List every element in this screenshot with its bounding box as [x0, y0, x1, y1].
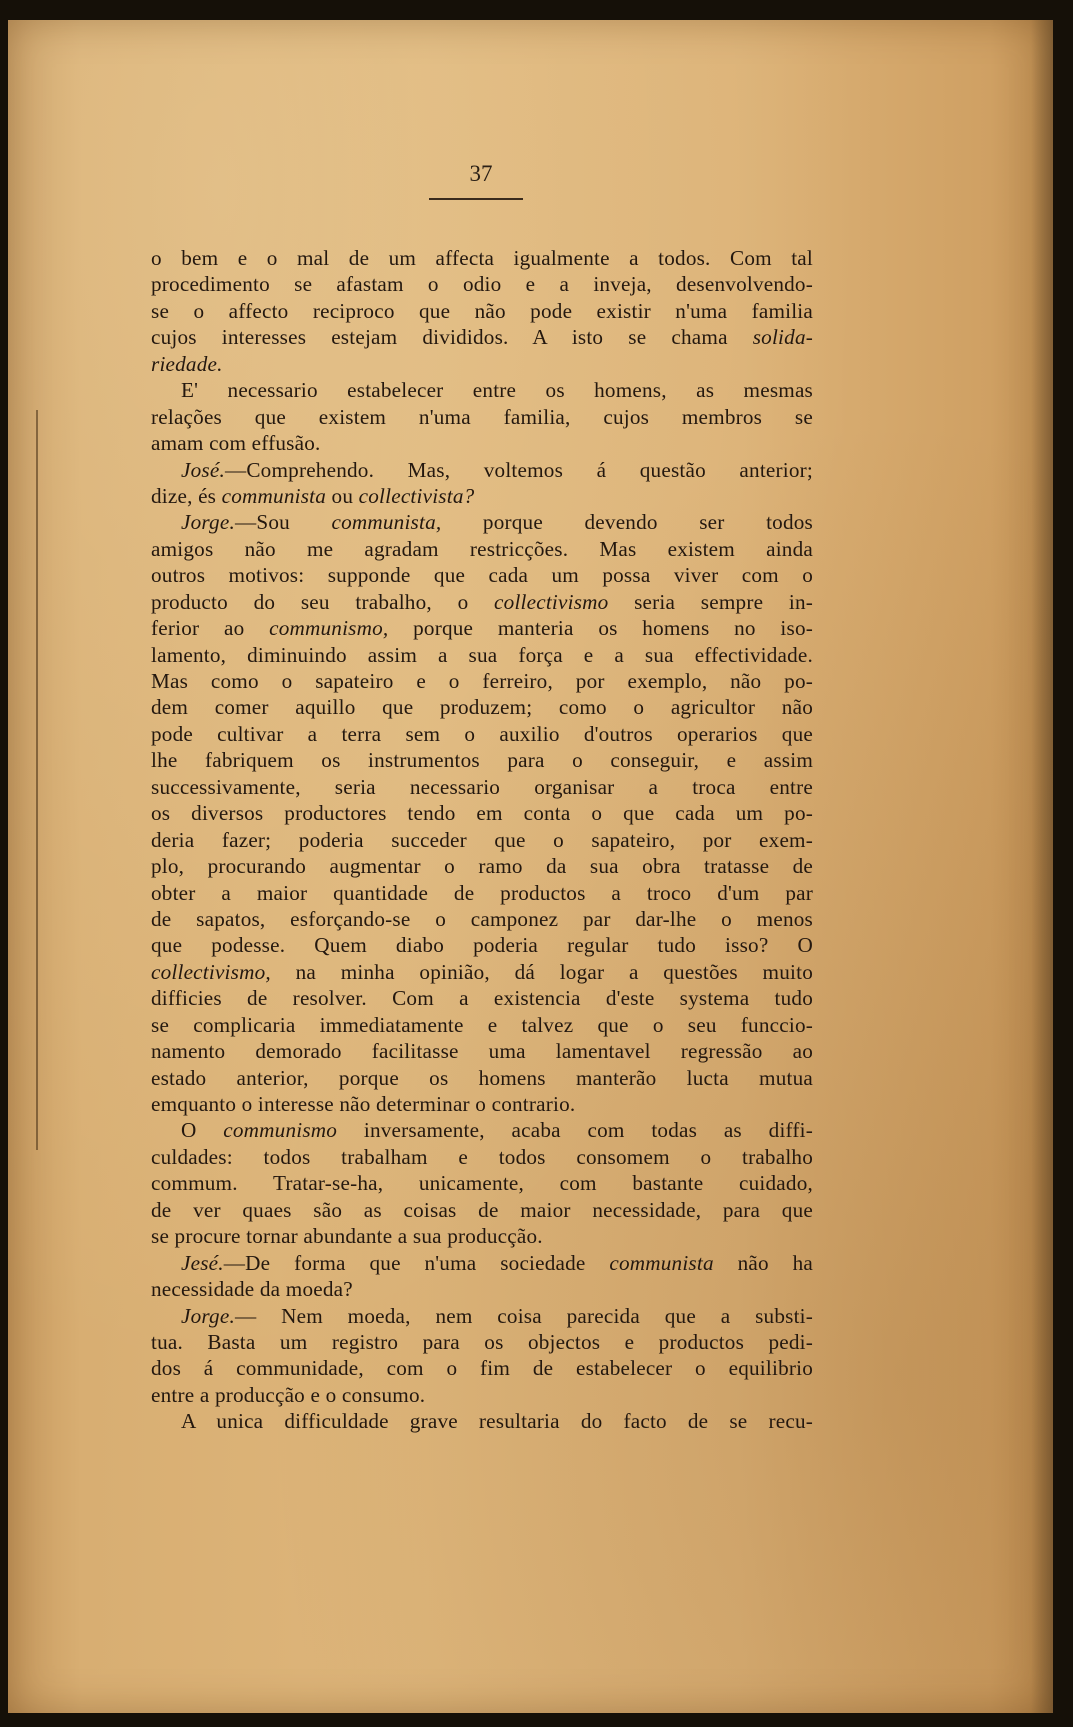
text-line — [151, 404, 813, 430]
text-run: obter a maior quantidade de productos a troco d'um par — [151, 880, 813, 905]
text-run: dem comer aquillo que produzem; como o agricultor não — [151, 695, 813, 720]
text-run: cujos interesses estejam divididos. A isto se chama — [151, 325, 753, 350]
text-run: pode cultivar a terra sem o auxilio d'outros operarios que — [151, 721, 813, 746]
italic-term: communista — [221, 483, 327, 508]
text-run: tua. Basta um registro para os objectos e productos pedi- — [151, 1329, 813, 1354]
text-run: ou — [326, 483, 359, 508]
text-line — [151, 1117, 813, 1143]
text-line — [151, 1355, 813, 1381]
text-run: seria sempre in- — [608, 589, 813, 614]
text-line — [151, 1012, 813, 1038]
italic-term: solida- — [752, 325, 813, 350]
text-line — [151, 932, 813, 958]
text-line — [151, 985, 813, 1011]
italic-term: communismo, — [269, 616, 389, 641]
text-line — [151, 800, 813, 826]
text-run: dize, és — [151, 483, 222, 508]
text-line — [151, 774, 813, 800]
text-run: se complicaria immediatamente e talvez que o seu funccio- — [151, 1012, 813, 1037]
text-line — [151, 694, 813, 720]
text-run: emquanto o interesse não determinar o contrario. — [151, 1092, 576, 1116]
text-line — [151, 906, 813, 932]
text-line — [151, 271, 813, 297]
text-run: culdades: todos trabalham e todos consomem o trabalho — [151, 1144, 813, 1169]
text-line — [151, 351, 813, 377]
text-line — [151, 245, 813, 271]
text-run: —Comprehendo. Mas, voltemos á questão anterior; — [224, 457, 813, 482]
text-run: na minha opinião, dá logar a questões muito — [270, 959, 813, 984]
text-run: relações que existem n'uma familia, cujos membros se — [151, 404, 813, 429]
text-run: commum. Tratar-se-ha, unicamente, com bastante cuidado, — [151, 1171, 813, 1196]
italic-term: Jorge. — [181, 1303, 235, 1328]
text-run: que podesse. Quem diabo poderia regular tudo isso? O — [151, 933, 813, 958]
italic-term: José. — [181, 457, 225, 482]
text-run: procedimento se afastam o odio e a inveja, desenvolvendo- — [151, 272, 813, 297]
text-line — [151, 509, 813, 535]
text-line — [151, 1276, 813, 1302]
text-line — [151, 1197, 813, 1223]
italic-term: communista — [609, 1250, 714, 1275]
text-line — [151, 1329, 813, 1355]
text-run: O — [181, 1118, 224, 1143]
page-edge-shadow — [1031, 20, 1053, 1713]
italic-term: Jorge. — [181, 510, 235, 535]
text-line — [151, 959, 813, 985]
text-line — [151, 1170, 813, 1196]
text-line — [151, 1303, 813, 1329]
text-run: os diversos productores tendo em conta o que cada um po- — [151, 801, 813, 826]
text-line — [151, 1223, 813, 1249]
text-line — [151, 668, 813, 694]
text-run: amigos não me agradam restricções. Mas existem ainda — [151, 536, 813, 561]
italic-term: collectivismo — [494, 589, 609, 614]
italic-term: Jesé. — [181, 1250, 224, 1275]
text-run: lamento, diminuindo assim a sua força e a sua effectividade. — [151, 642, 813, 667]
text-run: não ha — [713, 1250, 813, 1275]
italic-term: collectivismo, — [151, 959, 271, 984]
italic-term: communismo — [223, 1118, 338, 1143]
text-run: E' necessario estabelecer entre os homens, as mesmas — [181, 378, 813, 403]
text-line — [151, 747, 813, 773]
text-line — [151, 827, 813, 853]
text-run: —De forma que n'uma sociedade — [223, 1250, 610, 1275]
italic-term: collectivista? — [358, 483, 475, 508]
text-run: de sapatos, esforçando-se o camponez par dar-lhe o menos — [151, 906, 813, 931]
text-run: amam com effusão. — [151, 431, 321, 456]
text-line — [151, 1038, 813, 1064]
text-run: inversamente, acaba com todas as diffi- — [337, 1118, 813, 1143]
text-line — [151, 483, 813, 509]
text-run: namento demorado facilitasse uma lamentavel regressão ao — [151, 1039, 813, 1064]
text-run: A unica difficuldade grave resultaria do facto de se recu- — [181, 1409, 813, 1434]
text-line — [151, 377, 813, 403]
text-run: se procure tornar abundante a sua producção. — [151, 1224, 543, 1249]
text-line — [151, 1382, 813, 1408]
text-run: lhe fabriquem os instrumentos para o conseguir, e assim — [151, 748, 813, 773]
text-line — [151, 1250, 813, 1276]
text-line — [151, 298, 813, 324]
text-run: plo, procurando augmentar o ramo da sua obra tratasse de — [151, 854, 813, 879]
text-run: estado anterior, porque os homens manterão lucta mutua — [151, 1065, 813, 1090]
text-line — [151, 642, 813, 668]
text-run: porque manteria os homens no iso- — [388, 616, 813, 641]
text-run: porque devendo ser todos — [441, 510, 813, 535]
text-run: deria fazer; poderia succeder que o sapateiro, por exem- — [151, 827, 813, 852]
text-run: necessidade da moeda? — [151, 1277, 353, 1302]
text-run: Mas como o sapateiro e o ferreiro, por exemplo, não po- — [151, 669, 813, 693]
text-line — [151, 1408, 813, 1434]
text-line — [151, 880, 813, 906]
page-number-rule — [429, 198, 523, 200]
text-run: ferior ao — [151, 616, 270, 641]
text-line — [151, 1091, 813, 1117]
text-line — [151, 536, 813, 562]
text-run: dos á communidade, com o fim de estabelecer o equilibrio — [151, 1356, 813, 1381]
text-run: — Nem moeda, nem coisa parecida que a substi- — [234, 1303, 813, 1328]
text-line — [151, 1065, 813, 1091]
text-run: difficies de resolver. Com a existencia d'este systema tudo — [151, 986, 813, 1011]
text-line — [151, 457, 813, 483]
book-page — [8, 20, 1053, 1713]
text-line — [151, 324, 813, 350]
page-text — [151, 245, 813, 1435]
text-run: producto do seu trabalho, o — [151, 589, 495, 614]
text-line — [151, 430, 813, 456]
text-run: entre a producção e o consumo. — [151, 1382, 426, 1407]
text-line — [151, 853, 813, 879]
text-run: o bem e o mal de um affecta igualmente a todos. Com tal — [151, 246, 813, 270]
text-line — [151, 589, 813, 615]
text-run: se o affecto reciproco que não pode existir n'uma familia — [151, 298, 813, 323]
text-line — [151, 721, 813, 747]
text-run: —Sou — [234, 510, 332, 535]
text-line — [151, 1144, 813, 1170]
italic-term: communista, — [331, 510, 442, 535]
text-run: de ver quaes são as coisas de maior necessidade, para que — [151, 1197, 813, 1222]
page-edge-mark — [36, 410, 56, 1150]
text-line — [151, 615, 813, 641]
italic-term: riedade. — [151, 351, 223, 376]
page-number: 37 — [469, 161, 493, 186]
text-run: successivamente, seria necessario organisar a troca entre — [151, 774, 813, 799]
text-line — [151, 562, 813, 588]
text-run: outros motivos: supponde que cada um possa viver com o — [151, 563, 813, 588]
